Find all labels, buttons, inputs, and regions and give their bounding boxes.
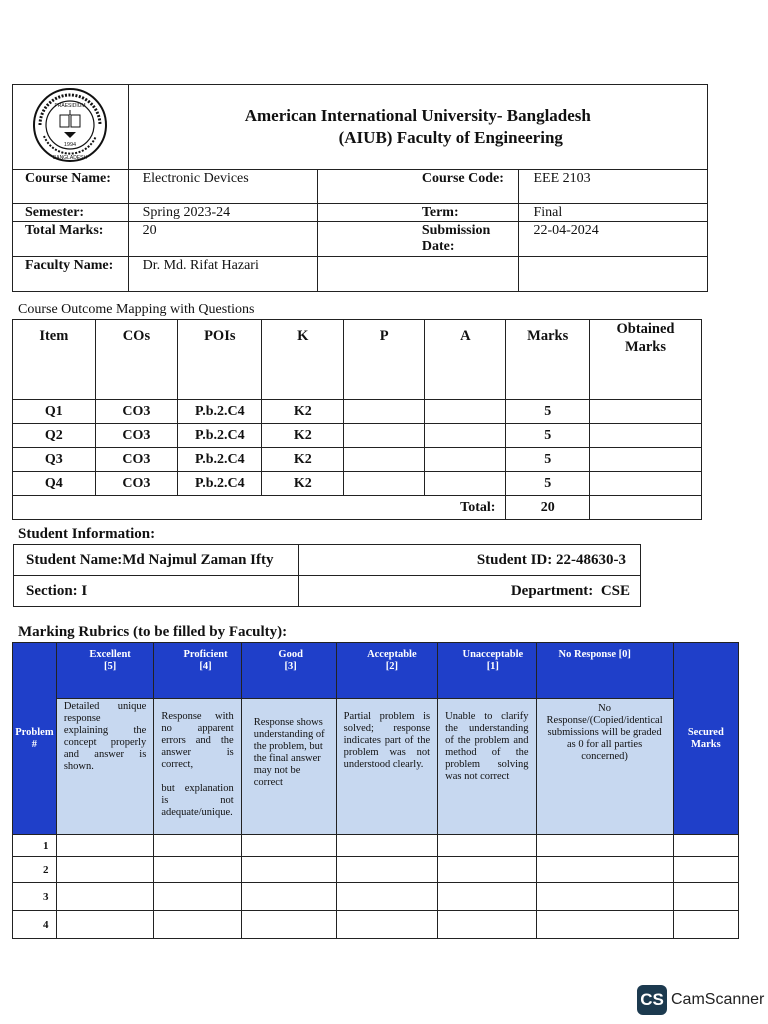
empty-cell	[438, 911, 536, 939]
empty-cell	[589, 496, 701, 520]
table-row	[13, 857, 739, 883]
level-score: [4]	[199, 661, 212, 672]
student-id-cell	[299, 545, 641, 576]
camscanner-logo-icon: CS	[637, 985, 667, 1015]
level-score: [0]	[618, 649, 631, 660]
cell-marks: 5	[506, 424, 590, 448]
empty-cell	[536, 835, 673, 857]
level-score: [5]	[103, 661, 117, 672]
col-header-marks: Marks	[506, 320, 590, 400]
level-header-acceptable	[336, 643, 438, 699]
cell-k: K2	[262, 472, 344, 496]
empty-cell	[56, 857, 153, 883]
cell-k: K2	[262, 424, 344, 448]
cell-obtained	[589, 400, 701, 424]
cell-k: K2	[262, 448, 344, 472]
rubric-desc-proficient	[154, 699, 241, 835]
empty-cell	[241, 857, 336, 883]
cell-obtained	[589, 424, 701, 448]
university-seal-icon	[24, 86, 116, 164]
cell-poi: P.b.2.C4	[178, 400, 262, 424]
faculty-value: Dr. Md. Rifat Hazari	[128, 257, 317, 292]
col-header-item: Item	[13, 320, 96, 400]
table-row	[13, 448, 702, 472]
header-table	[12, 84, 708, 292]
table-row	[13, 835, 739, 857]
department-label: Department:	[510, 582, 594, 599]
level-score: [3]	[284, 661, 297, 672]
problem-number: 1	[13, 835, 57, 857]
department-value: CSE	[600, 582, 630, 599]
cell-p	[344, 472, 425, 496]
empty-cell	[241, 911, 336, 939]
empty-cell	[438, 883, 536, 911]
table-row	[13, 883, 739, 911]
cell-k: K2	[262, 400, 344, 424]
rubric-desc-good: Response shows understanding of the problem, but the final answer may not be correct	[241, 699, 336, 835]
level-header-proficient	[154, 643, 241, 699]
cell-a	[425, 400, 506, 424]
course-code-value: EEE 2103	[519, 170, 708, 204]
term-label: Term:	[317, 204, 519, 222]
empty-cell	[673, 835, 738, 857]
secured-marks-header: Secured Marks	[673, 643, 738, 835]
level-header-unacceptable	[438, 643, 536, 699]
camscanner-watermark-text: CamScanner	[671, 991, 765, 1008]
svg-text:BANGLADESH: BANGLADESH	[53, 154, 88, 161]
table-row	[13, 400, 702, 424]
co-mapping-table	[12, 319, 702, 520]
university-title-cell	[128, 85, 707, 170]
rubric-desc-unacceptable: Unable to clarify the understanding of the problem and method of the problem solving was not correct	[438, 699, 536, 835]
cell-marks: 5	[506, 448, 590, 472]
empty-cell	[519, 257, 708, 292]
empty-cell	[336, 857, 438, 883]
total-marks-label: Total Marks:	[13, 222, 129, 257]
submission-date-label: Submission Date:	[317, 222, 519, 257]
cell-p	[344, 424, 425, 448]
empty-cell	[536, 857, 673, 883]
submission-date-value: 22-04-2024	[519, 222, 708, 257]
course-name-value: Electronic Devices	[128, 170, 317, 204]
empty-cell	[673, 883, 738, 911]
level-name: Proficient	[183, 649, 228, 660]
total-value: 20	[506, 496, 590, 520]
cell-co: CO3	[95, 472, 178, 496]
rubric-desc-excellent: Detailed unique response explaining the concept properly and answer is shown.	[56, 699, 153, 835]
svg-text:1994: 1994	[64, 141, 77, 148]
cell-p	[344, 448, 425, 472]
empty-cell	[154, 883, 241, 911]
col-header-a: A	[425, 320, 506, 400]
total-marks-value: 20	[128, 222, 317, 257]
cell-a	[425, 424, 506, 448]
level-name: Excellent	[89, 649, 131, 660]
col-header-pois: POIs	[178, 320, 262, 400]
marking-rubric-table	[12, 642, 739, 939]
cell-item: Q3	[13, 448, 96, 472]
table-row	[13, 472, 702, 496]
empty-cell	[536, 911, 673, 939]
level-score: [1]	[486, 661, 499, 672]
svg-text:PRAESIDIUM: PRAESIDIUM	[54, 102, 86, 109]
empty-cell	[336, 835, 438, 857]
semester-label: Semester:	[13, 204, 129, 222]
empty-cell	[241, 883, 336, 911]
empty-cell	[336, 911, 438, 939]
rubric-desc-acceptable: Partial problem is solved; response indicates part of the problem was not understood clearly.	[336, 699, 438, 835]
cell-co: CO3	[95, 400, 178, 424]
level-header-excellent	[56, 643, 153, 699]
level-name: Unacceptable	[462, 649, 524, 660]
empty-cell	[56, 835, 153, 857]
term-value: Final	[519, 204, 708, 222]
empty-cell	[673, 911, 738, 939]
problem-header: Problem #	[13, 643, 57, 835]
level-name: No Response	[558, 649, 616, 660]
empty-cell	[154, 835, 241, 857]
course-name-label: Course Name:	[13, 170, 129, 204]
course-code-label: Course Code:	[317, 170, 519, 204]
semester-value: Spring 2023-24	[128, 204, 317, 222]
university-name: American International University- Bangladesh	[244, 106, 591, 125]
section-value: I	[81, 582, 88, 599]
rubric-desc-text: but explanation is not adequate/unique.	[161, 783, 234, 818]
empty-cell	[56, 883, 153, 911]
empty-cell	[438, 835, 536, 857]
empty-cell	[241, 835, 336, 857]
cell-a	[425, 472, 506, 496]
student-info-title: Student Information:	[18, 526, 156, 542]
cell-p	[344, 400, 425, 424]
cell-marks: 5	[506, 472, 590, 496]
cell-obtained	[589, 472, 701, 496]
student-id-label: Student ID:	[476, 551, 553, 568]
problem-number: 2	[13, 857, 57, 883]
cell-poi: P.b.2.C4	[178, 448, 262, 472]
table-row	[13, 424, 702, 448]
total-label: Total:	[13, 496, 506, 520]
cell-poi: P.b.2.C4	[178, 472, 262, 496]
faculty-name-heading: (AIUB) Faculty of Engineering	[338, 128, 563, 147]
cell-item: Q1	[13, 400, 96, 424]
empty-cell	[536, 883, 673, 911]
empty-cell	[317, 257, 519, 292]
col-header-k: K	[262, 320, 344, 400]
student-info-table	[13, 544, 641, 607]
student-name-value: Md Najmul Zaman Ifty	[122, 551, 274, 568]
level-header-good	[241, 643, 336, 699]
empty-cell	[673, 857, 738, 883]
total-row	[13, 496, 702, 520]
mapping-caption: Course Outcome Mapping with Questions	[18, 302, 255, 317]
section-label: Section:	[26, 582, 78, 599]
rubric-title: Marking Rubrics (to be filled by Faculty):	[18, 624, 288, 640]
cell-item: Q4	[13, 472, 96, 496]
department-cell	[299, 576, 641, 607]
cell-a	[425, 448, 506, 472]
student-name-label: Student Name:	[26, 551, 123, 568]
empty-cell	[336, 883, 438, 911]
level-score: [2]	[385, 661, 398, 672]
level-name: Good	[278, 649, 303, 660]
cell-co: CO3	[95, 424, 178, 448]
empty-cell	[438, 857, 536, 883]
level-header-no-response	[536, 643, 673, 699]
cell-co: CO3	[95, 448, 178, 472]
table-row	[13, 911, 739, 939]
cell-poi: P.b.2.C4	[178, 424, 262, 448]
rubric-desc-text: Response with no apparent errors and the answer is correct,	[161, 711, 234, 770]
cell-marks: 5	[506, 400, 590, 424]
col-header-p: P	[344, 320, 425, 400]
rubric-desc-no-response: No Response/(Copied/identical submissions will be graded as 0 for all parties concerned)	[536, 699, 673, 835]
university-logo-cell	[13, 85, 129, 170]
col-header-cos: COs	[95, 320, 178, 400]
problem-number: 4	[13, 911, 57, 939]
problem-number: 3	[13, 883, 57, 911]
empty-cell	[56, 911, 153, 939]
student-id-value: 22-48630-3	[556, 551, 626, 568]
faculty-label: Faculty Name:	[13, 257, 129, 292]
section-cell	[14, 576, 299, 607]
col-header-obtained-marks: Obtained Marks	[589, 320, 701, 400]
cell-obtained	[589, 448, 701, 472]
cell-item: Q2	[13, 424, 96, 448]
student-name-cell	[14, 545, 299, 576]
empty-cell	[154, 857, 241, 883]
level-name: Acceptable	[367, 649, 417, 660]
empty-cell	[154, 911, 241, 939]
